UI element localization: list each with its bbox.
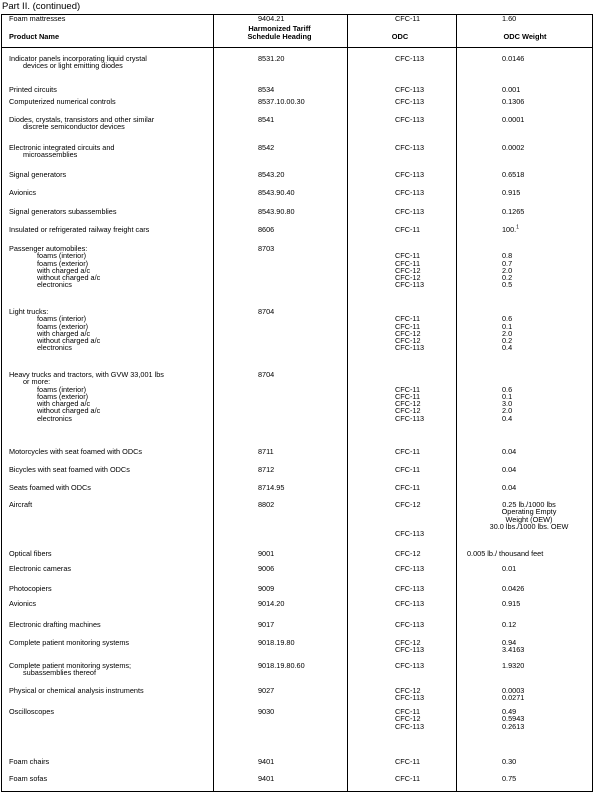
hts-heading: 8543.90.80 xyxy=(258,207,295,216)
odc-value: CFC-11 xyxy=(395,757,421,766)
odc-cell xyxy=(395,144,424,151)
product-name-line: Printed circuits xyxy=(9,85,57,94)
odc-weight-value: 0.0146 xyxy=(502,54,525,63)
product-subitem: without charged a/c xyxy=(37,406,101,416)
odc-value: CFC-113 xyxy=(395,188,425,197)
odc-cell xyxy=(395,585,424,592)
product-subitem: electronics xyxy=(37,280,72,290)
product-name xyxy=(9,171,245,178)
odc-weight-value: 0.8 xyxy=(502,251,513,261)
odc-value: CFC-113 xyxy=(395,97,425,106)
odc-cell xyxy=(395,600,424,607)
product-subitem: with charged a/c xyxy=(37,399,91,409)
product-name xyxy=(9,758,245,765)
odc-weight-value: 0.5943 xyxy=(502,714,525,724)
odc-weight-cell xyxy=(502,708,524,730)
hts-heading: 8537.10.00.30 xyxy=(258,97,305,106)
odc-value xyxy=(395,508,424,515)
product-name xyxy=(9,466,245,473)
header-hts-line1: Harmonized Tariff xyxy=(248,23,311,33)
odc-weight-cell xyxy=(502,448,516,455)
product-name-line: Seats foamed with ODCs xyxy=(9,483,91,492)
odc-value: CFC-12 xyxy=(395,265,421,275)
product-name-line: Foam chairs xyxy=(9,757,50,766)
product-name-line: Photocopiers xyxy=(9,584,52,593)
odc-cell xyxy=(395,189,424,196)
odc-weight-value: 0.75 xyxy=(502,774,517,783)
odc-cell xyxy=(395,662,424,669)
header-odc-weight: ODC Weight xyxy=(503,32,547,42)
odc-weight-value: 1.60 xyxy=(502,14,517,23)
product-name xyxy=(9,245,245,289)
odc-weight-value: 0.4 xyxy=(502,343,513,353)
odc-weight-value: 0.0001 xyxy=(502,115,525,124)
product-name xyxy=(9,708,245,715)
part-title: Part II. (continued) xyxy=(2,1,81,12)
product-name-line: discrete semiconductor devices xyxy=(23,122,125,132)
hts-heading: 9006 xyxy=(258,564,275,573)
odc-value: CFC-12 xyxy=(395,399,421,409)
odc-weight-value: 0.6 xyxy=(502,314,513,324)
odc-weight-value: 0.0426 xyxy=(502,584,525,593)
odc-value: CFC-113 xyxy=(395,280,425,290)
odc-weight-value: 0.2613 xyxy=(502,721,525,731)
hts-heading: 8606 xyxy=(258,225,275,234)
odc-value: CFC-113 xyxy=(395,54,425,63)
odc-value: CFC-11 xyxy=(395,251,421,261)
odc-weight-cell xyxy=(502,208,524,215)
odc-weight-value: 2.0 xyxy=(502,265,513,275)
product-name xyxy=(9,621,245,628)
odc-weight-value: 100.$^1$ xyxy=(502,224,519,234)
odc-weight-cell xyxy=(502,86,520,93)
odc-value: CFC-11 xyxy=(395,465,421,474)
odc-weight-cell xyxy=(502,171,524,178)
odc-table xyxy=(1,14,593,792)
product-name xyxy=(9,86,245,93)
odc-value: CFC-11 xyxy=(395,707,421,716)
product-name-line: Electronic cameras xyxy=(9,564,72,573)
odc-value: CFC-113 xyxy=(395,529,425,539)
odc-cell xyxy=(395,386,424,422)
odc-value: CFC-113 xyxy=(395,693,425,703)
product-name xyxy=(9,208,245,215)
hts-heading: 8704 xyxy=(258,370,275,379)
product-name xyxy=(9,585,245,592)
product-subitem: foams (exterior) xyxy=(37,391,89,401)
odc-weight-value: 0.4 xyxy=(502,413,513,423)
product-name xyxy=(9,501,245,508)
product-name-line: Complete patient monitoring systems; xyxy=(9,661,132,670)
product-name xyxy=(9,687,245,694)
odc-value: CFC-11 xyxy=(395,314,421,324)
product-name xyxy=(9,189,245,196)
header-product-name: Product Name xyxy=(9,32,60,42)
odc-value: CFC-11 xyxy=(395,225,421,234)
product-subitem: foams (exterior) xyxy=(37,321,89,331)
odc-weight-cell xyxy=(464,501,594,530)
odc-weight-cell xyxy=(502,621,516,628)
product-name-line: Avionics xyxy=(9,188,37,197)
product-name-line: devices or light emitting diodes xyxy=(23,61,123,71)
odc-weight-value: 0.49 xyxy=(502,707,517,716)
odc-value: CFC-113 xyxy=(395,85,425,94)
hts-heading: 9404.21 xyxy=(258,14,285,23)
hts-heading: 8531.20 xyxy=(258,54,285,63)
product-name xyxy=(9,116,245,131)
odc-value: CFC-113 xyxy=(395,584,425,593)
product-subitem: without charged a/c xyxy=(37,273,101,283)
product-name-line: Motorcycles with seat foamed with ODCs xyxy=(9,447,143,456)
odc-value: CFC-11 xyxy=(395,447,421,456)
hts-heading: 8541 xyxy=(258,115,275,124)
odc-weight-cell xyxy=(502,98,524,105)
hts-heading: 9017 xyxy=(258,620,275,629)
odc-weight-value: 0.2 xyxy=(502,336,513,346)
odc-weight-cell xyxy=(502,600,520,607)
odc-weight-value: 1.9320 xyxy=(502,661,525,670)
hts-heading: 9001 xyxy=(258,549,275,558)
product-subitem: foams (interior) xyxy=(37,314,87,324)
hts-heading: 9401 xyxy=(258,774,275,783)
product-name-line: Passenger automobiles: xyxy=(9,244,88,253)
product-name-line: Foam mattresses xyxy=(9,14,66,23)
hts-heading: 8542 xyxy=(258,143,275,152)
odc-value: CFC-12 xyxy=(395,273,421,283)
odc-value xyxy=(395,516,424,523)
header-hts-line2: Schedule Heading xyxy=(247,32,312,42)
product-name xyxy=(9,565,245,572)
odc-weight-cell xyxy=(502,226,519,233)
product-name-line: Optical fibers xyxy=(9,549,52,558)
odc-value: CFC-113 xyxy=(395,170,425,179)
product-name-line: Foam sofas xyxy=(9,774,48,783)
odc-weight-cell xyxy=(502,758,516,765)
odc-weight-cell xyxy=(502,315,512,351)
odc-weight-value: Operating Empty xyxy=(501,507,557,517)
hts-heading: 9018.19.80 xyxy=(258,638,295,647)
odc-value: CFC-12 xyxy=(395,686,421,695)
product-name xyxy=(9,639,245,646)
odc-weight-cell xyxy=(502,144,524,151)
odc-weight-value: 3.4163 xyxy=(502,645,525,655)
hts-heading: 8704 xyxy=(258,307,275,316)
hts-heading: 8543.90.40 xyxy=(258,188,295,197)
odc-value: CFC-113 xyxy=(395,115,425,124)
header-odc: ODC xyxy=(391,32,409,42)
odc-weight-value: 30.0 lbs./1000 lbs. OEW xyxy=(489,521,569,531)
odc-value: CFC-113 xyxy=(395,645,425,655)
product-name xyxy=(9,308,245,352)
product-name xyxy=(9,662,245,677)
odc-cell xyxy=(395,550,421,557)
odc-cell xyxy=(395,448,420,455)
odc-value: CFC-11 xyxy=(395,258,421,268)
odc-weight-value: 0.94 xyxy=(502,638,517,647)
product-name-line: Electronic drafting machines xyxy=(9,620,101,629)
odc-value: CFC-113 xyxy=(395,413,425,423)
product-subitem: electronics xyxy=(37,413,72,423)
odc-weight-value: 0.25 lb./1000 lbs xyxy=(502,500,556,509)
odc-value: CFC-113 xyxy=(395,343,425,353)
product-subitem: without charged a/c xyxy=(37,336,101,346)
hts-heading: 8714.95 xyxy=(258,483,285,492)
odc-weight-value: Weight (OEW) xyxy=(505,514,553,524)
odc-weight-cell xyxy=(502,565,516,572)
odc-weight-value: 0.0003 xyxy=(502,686,525,695)
odc-cell xyxy=(395,226,420,233)
odc-cell xyxy=(395,775,420,782)
odc-cell xyxy=(395,315,424,351)
odc-weight-value: 0.0271 xyxy=(502,693,525,703)
product-name-line: Aircraft xyxy=(9,500,33,509)
odc-weight-cell xyxy=(502,466,516,473)
product-name xyxy=(9,484,245,491)
product-name-line: Light trucks: xyxy=(9,307,49,316)
odc-weight-cell xyxy=(502,189,520,196)
odc-value: CFC-12 xyxy=(395,406,421,416)
odc-weight-value: 0.915 xyxy=(502,188,521,197)
odc-weight-value: 0.6 xyxy=(502,384,513,394)
product-name-line: Electronic integrated circuits and xyxy=(9,143,115,152)
hts-heading: 9009 xyxy=(258,584,275,593)
product-subitem: foams (interior) xyxy=(37,251,87,261)
odc-weight-cell xyxy=(502,639,524,654)
odc-weight-value: 0.6518 xyxy=(502,170,525,179)
product-name-line: subassemblies thereof xyxy=(23,668,97,678)
product-name xyxy=(9,550,245,557)
odc-weight-value: 0.7 xyxy=(502,258,513,268)
odc-weight-cell xyxy=(502,386,512,422)
product-name-line: Bicycles with seat foamed with ODCs xyxy=(9,465,130,474)
odc-cell xyxy=(395,86,424,93)
odc-weight-value: 0.01 xyxy=(502,564,517,573)
product-name-line: or more: xyxy=(23,377,51,387)
product-name-line: Signal generators xyxy=(9,170,67,179)
odc-value: CFC-12 xyxy=(395,328,421,338)
odc-value: CFC-11 xyxy=(395,483,421,492)
product-name xyxy=(9,371,245,422)
odc-cell xyxy=(395,116,424,123)
product-name xyxy=(9,144,245,159)
odc-weight-cell xyxy=(502,662,524,669)
hts-heading: 8711 xyxy=(258,447,274,456)
hts-heading: 9027 xyxy=(258,686,275,695)
odc-cell xyxy=(395,466,420,473)
hts-heading: 8703 xyxy=(258,244,275,253)
product-name-line: Computerized numerical controls xyxy=(9,97,116,106)
odc-weight-cell xyxy=(502,252,512,288)
odc-cell xyxy=(395,15,420,22)
product-subitem: with charged a/c xyxy=(37,328,91,338)
odc-value: CFC-113 xyxy=(395,661,425,670)
odc-value: CFC-12 xyxy=(395,638,421,647)
odc-cell xyxy=(395,55,424,62)
odc-weight-value: 0.12 xyxy=(502,620,517,629)
odc-value: CFC-11 xyxy=(395,774,421,783)
product-name xyxy=(9,600,245,607)
odc-value: CFC-113 xyxy=(395,143,425,152)
column-divider xyxy=(456,15,457,791)
product-name-line: Indicator panels incorporating liquid crystal xyxy=(9,54,147,63)
odc-weight-value: 0.1 xyxy=(502,391,513,401)
odc-value: CFC-113 xyxy=(395,721,425,731)
product-name xyxy=(9,15,245,22)
odc-weight-value: 0.1 xyxy=(502,321,513,331)
hts-heading: 9014.20 xyxy=(258,599,285,608)
column-divider xyxy=(347,15,348,791)
odc-weight-cell xyxy=(502,585,524,592)
product-name-line: Signal generators subassemblies xyxy=(9,207,117,216)
odc-cell xyxy=(395,687,424,702)
odc-cell xyxy=(395,98,424,105)
odc-weight-cell xyxy=(502,775,516,782)
hts-heading: 8543.20 xyxy=(258,170,285,179)
odc-value: CFC-11 xyxy=(395,321,421,331)
odc-cell xyxy=(395,565,424,572)
odc-weight-cell xyxy=(502,484,516,491)
odc-weight-value: 2.0 xyxy=(502,406,513,416)
product-name-line: Diodes, crystals, transistors and other similar xyxy=(9,115,155,124)
product-subitem: foams (exterior) xyxy=(37,258,89,268)
product-name-line: Complete patient monitoring systems xyxy=(9,638,130,647)
odc-weight-value: 0.0002 xyxy=(502,143,525,152)
hts-heading: 8802 xyxy=(258,500,275,509)
odc-cell xyxy=(395,171,424,178)
odc-weight-value: 0.2 xyxy=(502,273,513,283)
odc-weight-cell xyxy=(502,687,524,702)
product-name-line: Physical or chemical analysis instruments xyxy=(9,686,144,695)
odc-value: CFC-11 xyxy=(395,391,421,401)
product-subitem: with charged a/c xyxy=(37,265,91,275)
odc-weight-cell xyxy=(467,550,543,557)
odc-weight-value: 2.0 xyxy=(502,328,513,338)
product-name-line: Heavy trucks and tractors, with GVW 33,001 lbs xyxy=(9,370,164,379)
odc-cell xyxy=(395,252,424,288)
odc-cell xyxy=(395,484,420,491)
product-name xyxy=(9,98,245,105)
hts-heading: 8534 xyxy=(258,85,275,94)
product-name xyxy=(9,226,245,233)
odc-value: CFC-11 xyxy=(395,14,421,23)
product-name-line: microassemblies xyxy=(23,150,78,160)
product-name xyxy=(9,55,245,70)
footnote-marker: 1 xyxy=(516,224,519,231)
product-name-line: Oscilloscopes xyxy=(9,707,55,716)
odc-value: CFC-113 xyxy=(395,599,425,608)
odc-value: CFC-12 xyxy=(395,549,421,558)
odc-value: CFC-12 xyxy=(395,336,421,346)
odc-weight-value: 0.04 xyxy=(502,465,517,474)
odc-weight-cell xyxy=(502,55,524,62)
odc-weight-value: 3.0 xyxy=(502,399,513,409)
product-name-line: Avionics xyxy=(9,599,37,608)
odc-cell xyxy=(395,621,424,628)
product-subitem: electronics xyxy=(37,343,72,353)
odc-weight-cell xyxy=(502,15,516,22)
odc-cell xyxy=(395,708,424,730)
odc-cell xyxy=(395,208,424,215)
hts-heading: 9030 xyxy=(258,707,275,716)
odc-weight-value: 0.04 xyxy=(502,447,517,456)
product-name xyxy=(9,448,245,455)
odc-cell xyxy=(395,501,424,537)
odc-value: CFC-11 xyxy=(395,384,421,394)
product-name-line: Insulated or refrigerated railway freight cars xyxy=(9,225,150,234)
odc-value: CFC-113 xyxy=(395,564,425,573)
odc-cell xyxy=(395,639,424,654)
hts-heading: 8712 xyxy=(258,465,275,474)
odc-weight-cell xyxy=(502,116,524,123)
odc-value: CFC-113 xyxy=(395,207,425,216)
odc-weight-value: 0.04 xyxy=(502,483,517,492)
odc-weight-value: 0.915 xyxy=(502,599,521,608)
odc-value: CFC-12 xyxy=(395,500,421,509)
odc-weight-value: 0.005 lb./ thousand feet xyxy=(467,549,544,558)
odc-weight-value: 0.001 xyxy=(502,85,521,94)
odc-weight-value: 0.1306 xyxy=(502,97,525,106)
odc-weight-value: 0.1265 xyxy=(502,207,525,216)
hts-heading: 9401 xyxy=(258,757,275,766)
hts-heading: 9018.19.80.60 xyxy=(258,661,305,670)
odc-weight-value: 0.30 xyxy=(502,757,517,766)
odc-weight-value: 0.5 xyxy=(502,280,513,290)
odc-cell xyxy=(395,758,420,765)
product-subitem: foams (interior) xyxy=(37,384,87,394)
odc-value: CFC-113 xyxy=(395,620,425,629)
odc-value: CFC-12 xyxy=(395,714,421,724)
product-name xyxy=(9,775,245,782)
